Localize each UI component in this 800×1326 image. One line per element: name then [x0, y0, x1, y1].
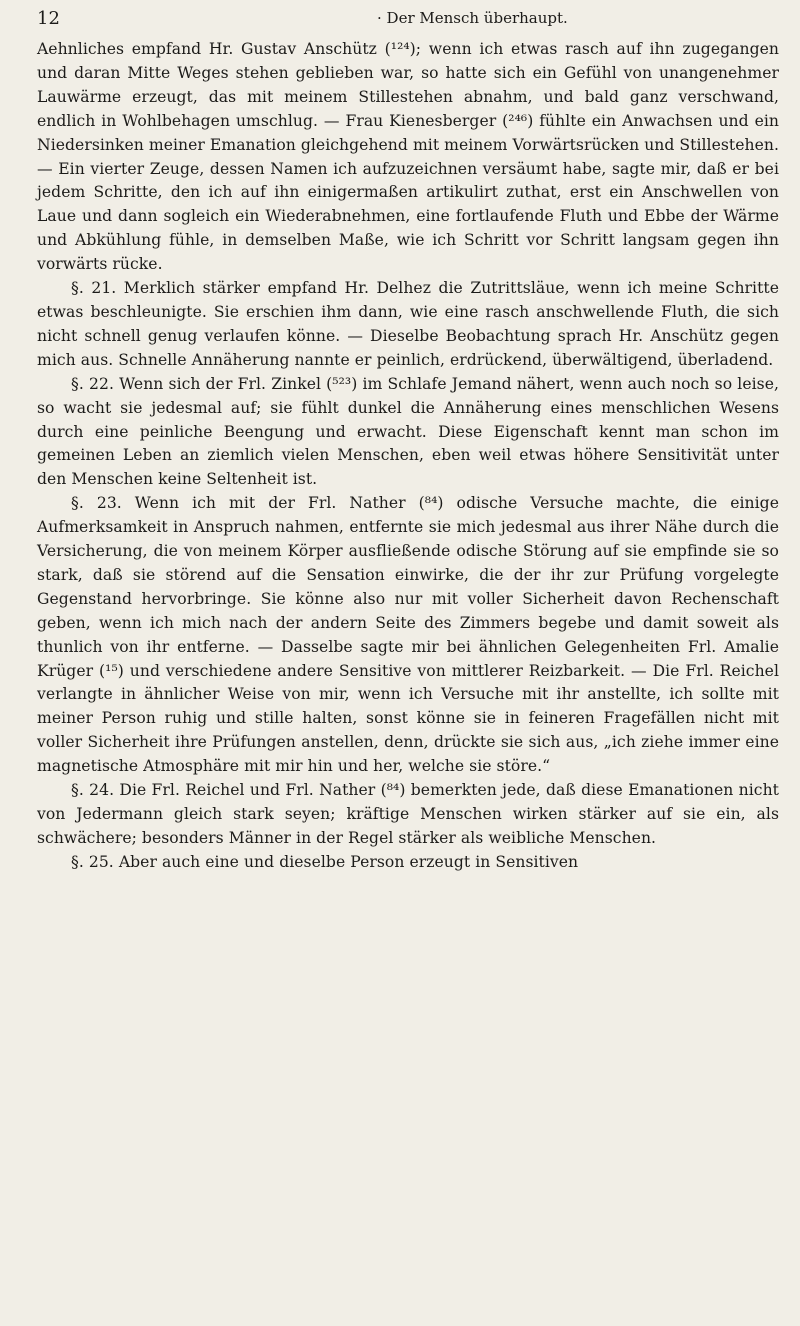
paragraph-section-25: §. 25. Aber auch eine und dieselbe Person erzeugt in Sensitiven	[71, 852, 579, 871]
paragraph-intro: Aehnliches empfand Hr. Gustav Anschütz (¹²⁴); wenn ich etwas rasch auf ihn zugegangen und daran Mitte Weges stehen geblieben war, so hatte sich ein Gefühl von unangenehmer Lauwärme erzeugt, das mit meinem Stillestehen abnahm, und bald ganz verschwand, endlich in Wohlbehagen umschlug. — Frau Kienesberger (²⁴⁶) fühlte ein Anwachsen und ein Niedersinken meiner Emanation gleichgehend mit meinem Vorwärtsrücken und Stillestehen. — Ein vierter Zeuge, dessen Namen ich aufzuzeichnen versäumt habe, sagte mir, daß er bei jedem Schritte, den ich auf ihn einigermaßen artikulirt zuthat, erst ein Anschwellen von Laue und dann sogleich ein Wiederabnehmen, eine fortlaufende Fluth und Ebbe der Wärme und Abkühlung fühle, in demselben Maße, wie ich Schritt vor Schritt langsam gegen ihn vorwärts rücke.	[37, 40, 779, 274]
running-title: · Der Mensch überhaupt.	[377, 9, 568, 27]
paragraph-section-21: §. 21. Merklich stärker empfand Hr. Delhez die Zutrittsläue, wenn ich meine Schritte etwas beschleunigte. Sie erschien ihm dann, wie eine rasch anschwellende Fluth, die sich nicht schnell genug verlaufen könne. — Dieselbe Beobachtung sprach Hr. Anschütz gegen mich aus. Schnelle Annäherung nannte er peinlich, erdrückend, überwältigend, überladend.	[37, 279, 779, 369]
paragraph-section-24: §. 24. Die Frl. Reichel und Frl. Nather (⁸⁴) bemerkten jede, daß diese Emanationen nicht von Jedermann gleich stark seyen; kräftige Menschen wirken stärker auf sie ein, als schwächere; besonders Männer in der Regel stärker als weibliche Menschen.	[37, 781, 779, 847]
paragraph-section-23: §. 23. Wenn ich mit der Frl. Nather (⁸⁴) odische Versuche machte, die einige Aufmerksamkeit in Anspruch nahmen, entfernte sie mich jedesmal aus ihrer Nähe durch die Versicherung, die von meinem Körper ausfließende odische Störung auf sie empfinde sie so stark, daß sie störend auf die Sensation einwirke, die der ihr zur Prüfung vorgelegte Gegenstand hervorbringe. Sie könne also nur mit voller Sicherheit davon Rechenschaft geben, wenn ich mich nach der andern Seite des Zimmers begebe und damit soweit als thunlich von ihr entferne. — Dasselbe sagte mir bei ähnlichen Gelegenheiten Frl. Amalie Krüger (¹⁵) und verschiedene andere Sensitive von mittlerer Reizbarkeit. — Die Frl. Reichel verlangte in ähnlicher Weise von mir, wenn ich Versuche mit ihr anstellte, ich sollte mit meiner Person ruhig und stille halten, sonst könne sie in feineren Fragefällen nicht mit voller Sicherheit ihre Prüfungen anstellen, denn, drückte sie sich aus, „ich ziehe immer eine magnetische Atmosphäre mit mir hin und her, welche sie störe.“	[37, 494, 779, 776]
body-text	[37, 38, 779, 875]
paragraph-section-22: §. 22. Wenn sich der Frl. Zinkel (⁵²³) im Schlafe Jemand nähert, wenn auch noch so leise, so wacht sie jedesmal auf; sie fühlt dunkel die Annäherung eines menschlichen Wesens durch eine peinliche Beengung und erwacht. Diese Eigenschaft kennt man schon im gemeinen Leben an ziemlich vielen Menschen, eben weil etwas höhere Sensitivität unter den Menschen keine Seltenheit ist.	[37, 374, 779, 489]
page-number: 12	[37, 8, 60, 29]
page-header	[37, 8, 777, 32]
